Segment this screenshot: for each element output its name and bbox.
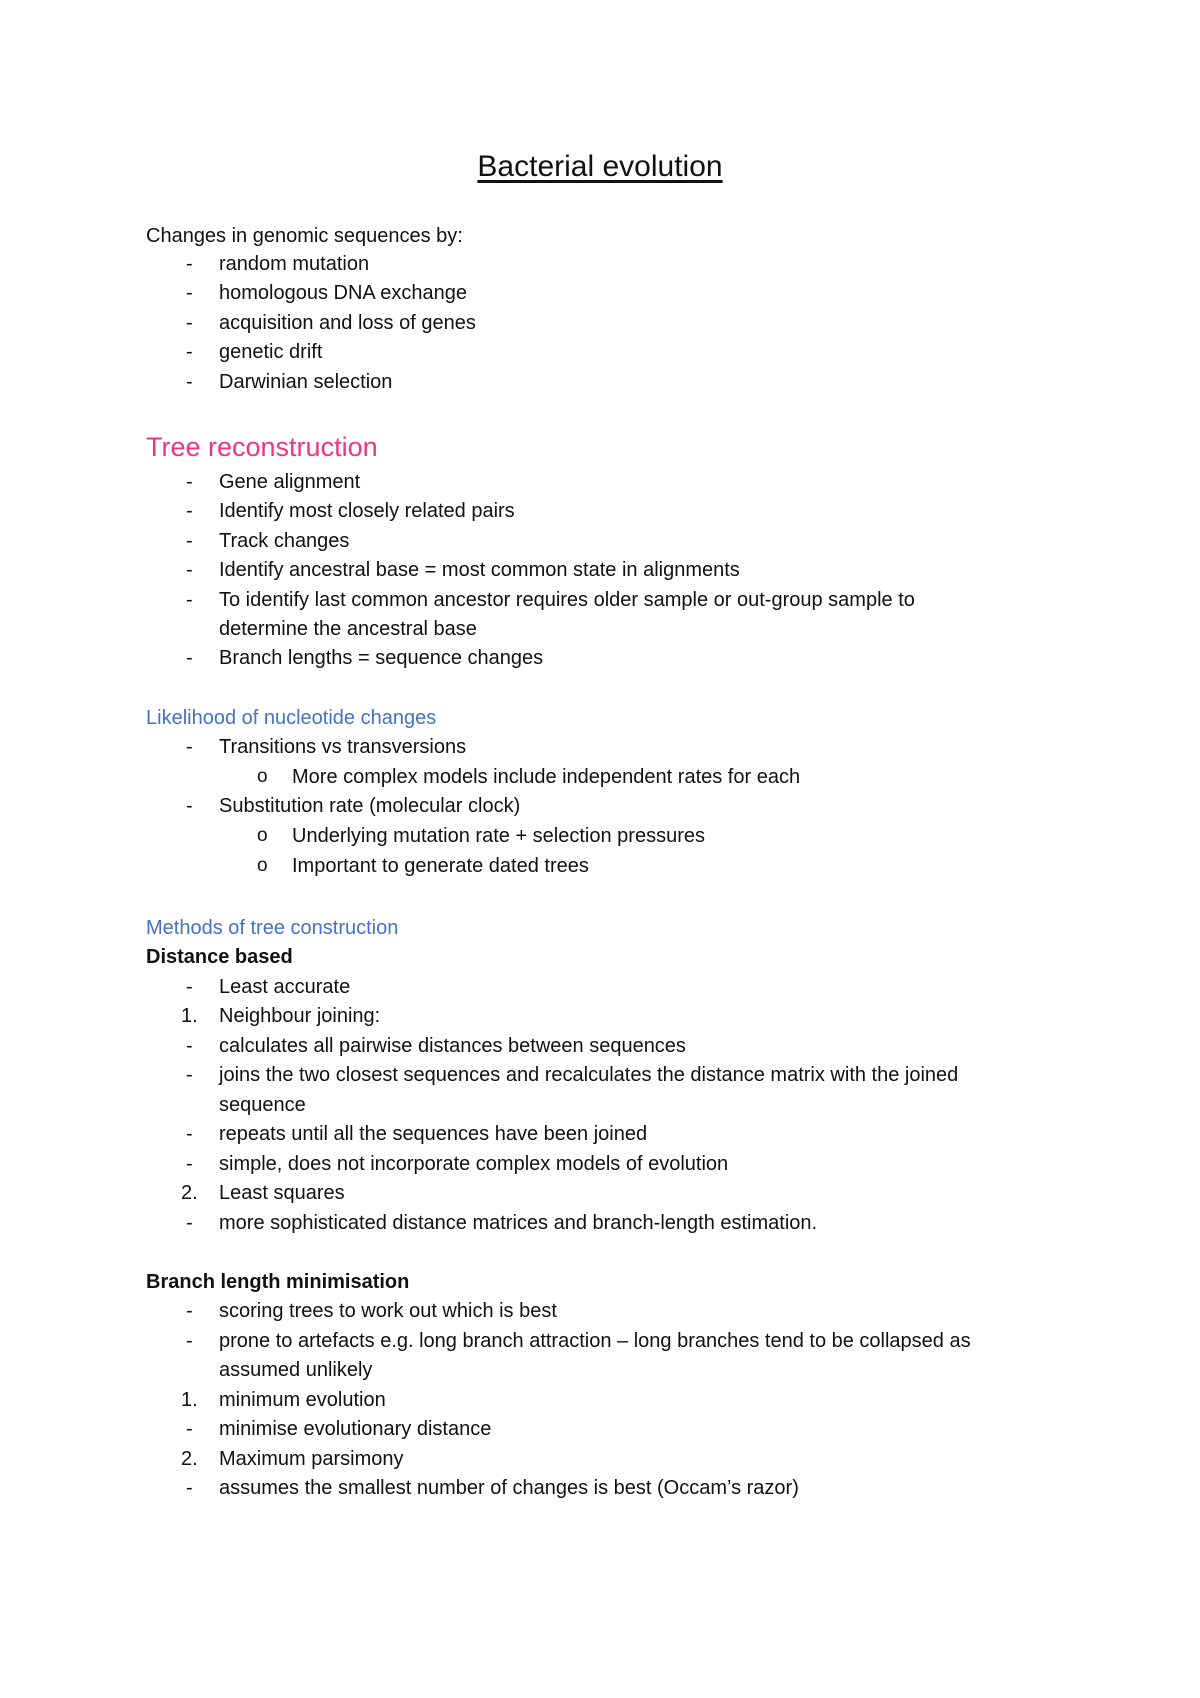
dash-marker: - bbox=[186, 530, 193, 552]
dash-marker: - bbox=[186, 500, 193, 522]
dash-marker: - bbox=[186, 471, 193, 493]
section-heading-methods: Methods of tree construction bbox=[146, 917, 399, 939]
list-item-text: genetic drift bbox=[219, 341, 323, 363]
list-item-text: prone to artefacts e.g. long branch attraction – long branches tend to be collapsed as bbox=[219, 1330, 971, 1352]
list-item-continuation: assumed unlikely bbox=[219, 1359, 373, 1381]
list-item-text: random mutation bbox=[219, 253, 370, 275]
list-item-text: Identify ancestral base = most common state in alignments bbox=[219, 559, 740, 581]
dash-marker: - bbox=[186, 1064, 193, 1086]
dash-marker: - bbox=[186, 1477, 193, 1499]
dash-marker: - bbox=[186, 312, 193, 334]
document-title: Bacterial evolution bbox=[477, 150, 723, 183]
numbered-item-text: minimum evolution bbox=[219, 1389, 386, 1411]
dash-marker: - bbox=[186, 1330, 193, 1352]
dash-marker: - bbox=[186, 1153, 193, 1175]
list-item-text: calculates all pairwise distances between sequences bbox=[219, 1035, 686, 1057]
sub-list-item-text: Underlying mutation rate + selection pressures bbox=[292, 825, 705, 847]
dash-marker: - bbox=[186, 647, 193, 669]
list-item-text: Substitution rate (molecular clock) bbox=[219, 795, 521, 817]
sub-list-item-text: Important to generate dated trees bbox=[292, 855, 589, 877]
list-item-text: homologous DNA exchange bbox=[219, 282, 467, 304]
dash-marker: - bbox=[186, 1418, 193, 1440]
list-item-text: scoring trees to work out which is best bbox=[219, 1300, 557, 1322]
number-marker: 1. bbox=[181, 1005, 198, 1027]
dash-marker: - bbox=[186, 341, 193, 363]
list-item-text: repeats until all the sequences have been joined bbox=[219, 1123, 648, 1145]
dash-marker: - bbox=[186, 1123, 193, 1145]
bullet-marker: o bbox=[257, 825, 268, 846]
list-item-text: To identify last common ancestor requires older sample or out-group sample to bbox=[219, 589, 915, 611]
dash-marker: - bbox=[186, 589, 193, 611]
list-item-text: Branch lengths = sequence changes bbox=[219, 647, 544, 669]
dash-marker: - bbox=[186, 1035, 193, 1057]
numbered-item-text: Least squares bbox=[219, 1182, 345, 1204]
list-item-text: assumes the smallest number of changes is best (Occam’s razor) bbox=[219, 1477, 799, 1499]
list-item-text: Darwinian selection bbox=[219, 371, 393, 393]
dash-marker: - bbox=[186, 559, 193, 581]
sub-list-item-text: More complex models include independent rates for each bbox=[292, 766, 801, 788]
list-item-text: simple, does not incorporate complex models of evolution bbox=[219, 1153, 729, 1175]
list-item-text: acquisition and loss of genes bbox=[219, 312, 476, 334]
bullet-marker: o bbox=[257, 766, 268, 787]
number-marker: 1. bbox=[181, 1389, 198, 1411]
dash-marker: - bbox=[186, 976, 193, 998]
intro-text: Changes in genomic sequences by: bbox=[146, 225, 463, 247]
list-item-text: Gene alignment bbox=[219, 471, 361, 493]
dash-marker: - bbox=[186, 795, 193, 817]
list-item-text: Track changes bbox=[219, 530, 350, 552]
subheading-branch-length: Branch length minimisation bbox=[146, 1271, 410, 1293]
dash-marker: - bbox=[186, 736, 193, 758]
number-marker: 2. bbox=[181, 1182, 198, 1204]
section-heading-likelihood: Likelihood of nucleotide changes bbox=[146, 707, 437, 729]
dash-marker: - bbox=[186, 1212, 193, 1234]
list-item-text: minimise evolutionary distance bbox=[219, 1418, 492, 1440]
dash-marker: - bbox=[186, 1300, 193, 1322]
dash-marker: - bbox=[186, 282, 193, 304]
dash-marker: - bbox=[186, 371, 193, 393]
list-item-continuation: sequence bbox=[219, 1094, 306, 1116]
dash-marker: - bbox=[186, 253, 193, 275]
numbered-item-text: Neighbour joining: bbox=[219, 1005, 381, 1027]
bullet-marker: o bbox=[257, 855, 268, 876]
list-item-text: Transitions vs transversions bbox=[219, 736, 467, 758]
number-marker: 2. bbox=[181, 1448, 198, 1470]
list-item-text: Least accurate bbox=[219, 976, 351, 998]
list-item-text: Identify most closely related pairs bbox=[219, 500, 515, 522]
list-item-continuation: determine the ancestral base bbox=[219, 618, 477, 640]
numbered-item-text: Maximum parsimony bbox=[219, 1448, 404, 1470]
list-item-text: joins the two closest sequences and recalculates the distance matrix with the joined bbox=[219, 1064, 959, 1086]
list-item-text: more sophisticated distance matrices and branch-length estimation. bbox=[219, 1212, 818, 1234]
section-heading-tree: Tree reconstruction bbox=[146, 432, 378, 462]
subheading-distance-based: Distance based bbox=[146, 946, 293, 968]
